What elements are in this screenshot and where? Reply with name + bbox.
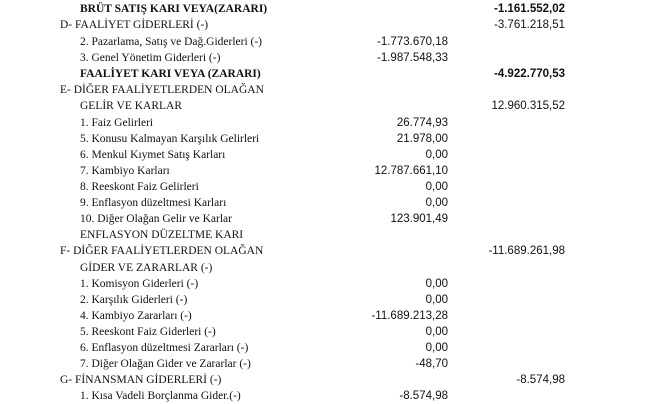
row-label: GELİR VE KARLAR [80,100,183,112]
row-label: BRÜT SATIŞ KARI VEYA(ZARARI) [80,3,268,15]
statement-row [0,195,660,211]
statement-row [0,1,660,17]
sub-amount: 0,00 [425,326,448,338]
statement-row [0,50,660,66]
statement-row [0,372,660,388]
row-label: GİDER VE ZARARLAR (-) [80,262,213,274]
statement-row [0,66,660,82]
statement-row [0,98,660,114]
statement-row [0,82,660,98]
row-label: 4. Kambiyo Zararları (-) [80,310,192,322]
sub-amount: -1.773.670,18 [377,36,448,48]
row-label: 6. Menkul Kıymet Satış Karları [80,149,226,161]
statement-row [0,163,660,179]
statement-row [0,260,660,276]
row-label: 2. Pazarlama, Satış ve Dağ.Giderleri (-) [80,36,263,48]
statement-row [0,211,660,227]
row-label: G- FİNANSMAN GİDERLERİ (-) [60,374,222,386]
sub-amount: 26.774,93 [396,117,448,129]
statement-row [0,115,660,131]
row-label: 2. Karşılık Giderleri (-) [80,294,188,306]
row-label: D- FAALİYET GİDERLERİ (-) [60,19,209,31]
total-amount: 12.960.315,52 [491,100,565,112]
sub-amount: 12.787.661,10 [374,165,448,177]
sub-amount: -11.689.213,28 [371,310,448,322]
sub-amount: 0,00 [425,181,448,193]
total-amount: -3.761.218,51 [494,19,565,31]
total-amount: -1.161.552,02 [494,3,565,15]
sub-amount: 0,00 [425,149,448,161]
row-label: 1. Kısa Vadeli Borçlanma Gider.(-) [80,390,241,402]
sub-amount: 21.978,00 [396,133,448,145]
sub-amount: 0,00 [425,342,448,354]
statement-row [0,17,660,33]
row-label: ENFLASYON DÜZELTME KARI [80,229,244,241]
row-label: FAALİYET KARI VEYA (ZARARI) [80,68,261,80]
row-label: 9. Enflasyon düzeltmesi Karları [80,197,227,209]
row-label: 10. Diğer Olağan Gelir ve Karlar [80,213,232,225]
row-label: 8. Reeskont Faiz Gelirleri [80,181,199,193]
row-label: F- DİĞER FAALİYETLERDEN OLAĞAN [60,245,264,257]
statement-row [0,324,660,340]
statement-row [0,34,660,50]
statement-row [0,292,660,308]
sub-amount: 0,00 [425,294,448,306]
statement-row [0,243,660,259]
row-label: 5. Konusu Kalmayan Karşılık Gelirleri [80,133,260,145]
sub-amount: -48,70 [415,358,448,370]
statement-row [0,131,660,147]
total-amount: -4.922.770,53 [494,68,565,80]
row-label: 5. Reeskont Faiz Giderleri (-) [80,326,216,338]
row-label: 7. Kambiyo Karları [80,165,170,177]
statement-row [0,179,660,195]
total-amount: -8.574,98 [516,374,565,386]
row-label: 1. Faiz Gelirleri [80,117,154,129]
sub-amount: 123.901,49 [390,213,448,225]
total-amount: -11.689.261,98 [488,245,565,257]
sub-amount: -1.987.548,33 [377,52,448,64]
statement-row [0,227,660,243]
row-label: 7. Diğer Olağan Gider ve Zararlar (-) [80,358,251,370]
sub-amount: -8.574,98 [399,390,448,402]
statement-row [0,276,660,292]
statement-row [0,356,660,372]
statement-row [0,388,660,404]
statement-row [0,340,660,356]
row-label: 3. Genel Yönetim Giderleri (-) [80,52,221,64]
row-label: 1. Komisyon Giderleri (-) [80,278,199,290]
statement-row [0,147,660,163]
sub-amount: 0,00 [425,278,448,290]
row-label: E- DİĞER FAALİYETLERDEN OLAĞAN [60,84,264,96]
row-label: 6. Enflasyon düzeltmesi Zararları (-) [80,342,249,354]
statement-row [0,308,660,324]
sub-amount: 0,00 [425,197,448,209]
